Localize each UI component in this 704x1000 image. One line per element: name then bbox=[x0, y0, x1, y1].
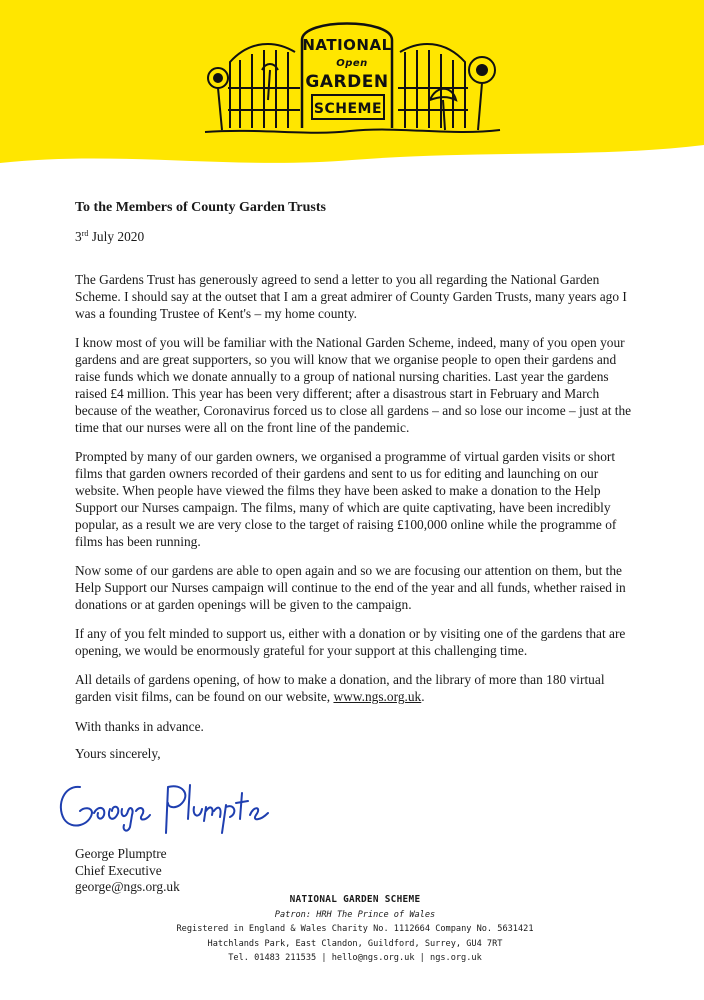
logo-line-national: NATIONAL bbox=[302, 36, 392, 54]
logo-line-open: Open bbox=[336, 58, 368, 69]
signatory-email[interactable]: george@ngs.org.uk bbox=[75, 879, 180, 894]
footer-address: Hatchlands Park, East Clandon, Guildford, Surrey, GU4 7RT bbox=[207, 938, 503, 949]
paragraph-background: I know most of you will be familiar with the National Garden Scheme, indeed, many of you open your gardens and are great supporters, so you will know that we organise people to open their gardens and raise funds which we donate annually to a group of national nursing charities. Last year the gardens raised £4 million. This year has been very different; after a disastrous start in February and March because of the weather, Coronavirus forced us to close all gardens – and so lose our income – just at the time that our nurses were all on the front line of the pandemic. bbox=[75, 335, 632, 435]
paragraph-virtual-visits: Prompted by many of our garden owners, we organised a programme of virtual garden visits or short films that garden owners recorded of their gardens and sent to us for editing and launching on our website. When people have viewed the films they have been asked to make a donation to the Help Support our Nurses campaign. The films, many of which are quite captivating, have been incredibly popular, as a result we are very close to the target of raising £100,000 online while the programme of films has been running. bbox=[75, 448, 617, 549]
website-paragraph-text: All details of gardens opening, of how to make a donation, and the library of more than 180 virtual garden visit films, can be found on our website, bbox=[75, 672, 605, 705]
letter-body bbox=[75, 200, 635, 773]
closing-line: Yours sincerely, bbox=[75, 745, 161, 761]
logo-line-garden: GARDEN bbox=[305, 72, 389, 92]
logo-line-scheme: SCHEME bbox=[313, 101, 383, 117]
letterhead-banner bbox=[0, 0, 704, 180]
date-month-year: July 2020 bbox=[88, 228, 145, 244]
signatory-title: Chief Executive bbox=[75, 862, 162, 878]
footer-patron: Patron: HRH The Prince of Wales bbox=[274, 909, 436, 920]
paragraph-reopening: Now some of our gardens are able to open again and so we are focusing our attention on them, but the Help Support our Nurses campaign will continue to the end of the year and all funds, whether raised in donations or at garden openings will be given to the campaign. bbox=[75, 562, 626, 612]
paragraph-intro: The Gardens Trust has generously agreed to send a letter to you all regarding the National Garden Scheme. I should say at the outset that I am a great admirer of County Garden Trusts, many years ago I was a founding Trustee of Kent's – my home county. bbox=[75, 271, 627, 321]
letter-footer bbox=[170, 893, 540, 966]
signoff-block bbox=[75, 846, 180, 896]
thanks-line: With thanks in advance. bbox=[75, 718, 204, 734]
website-paragraph-end: . bbox=[421, 689, 425, 705]
paragraph-appeal: If any of you felt minded to support us, either with a donation or by visiting one of the gardens that are opening, we would be enormously grateful for your support at this challenging time. bbox=[75, 626, 626, 659]
paragraph-website bbox=[75, 672, 635, 706]
letterhead-graphic bbox=[0, 0, 704, 180]
footer-registration: Registered in England & Wales Charity No. 1112664 Company No. 5631421 bbox=[176, 924, 534, 935]
footer-contact: Tel. 01483 211535 | hello@ngs.org.uk | ngs.org.uk bbox=[228, 953, 482, 964]
date-suffix: rd bbox=[81, 228, 89, 238]
handwritten-signature bbox=[50, 775, 290, 845]
addressee: To the Members of County Garden Trusts bbox=[75, 200, 326, 215]
letter-date bbox=[75, 229, 635, 246]
website-link[interactable]: www.ngs.org.uk bbox=[333, 689, 422, 705]
date-day: 3 bbox=[75, 228, 82, 244]
signatory-name: George Plumptre bbox=[75, 846, 167, 861]
footer-org-name: NATIONAL GARDEN SCHEME bbox=[289, 894, 421, 905]
